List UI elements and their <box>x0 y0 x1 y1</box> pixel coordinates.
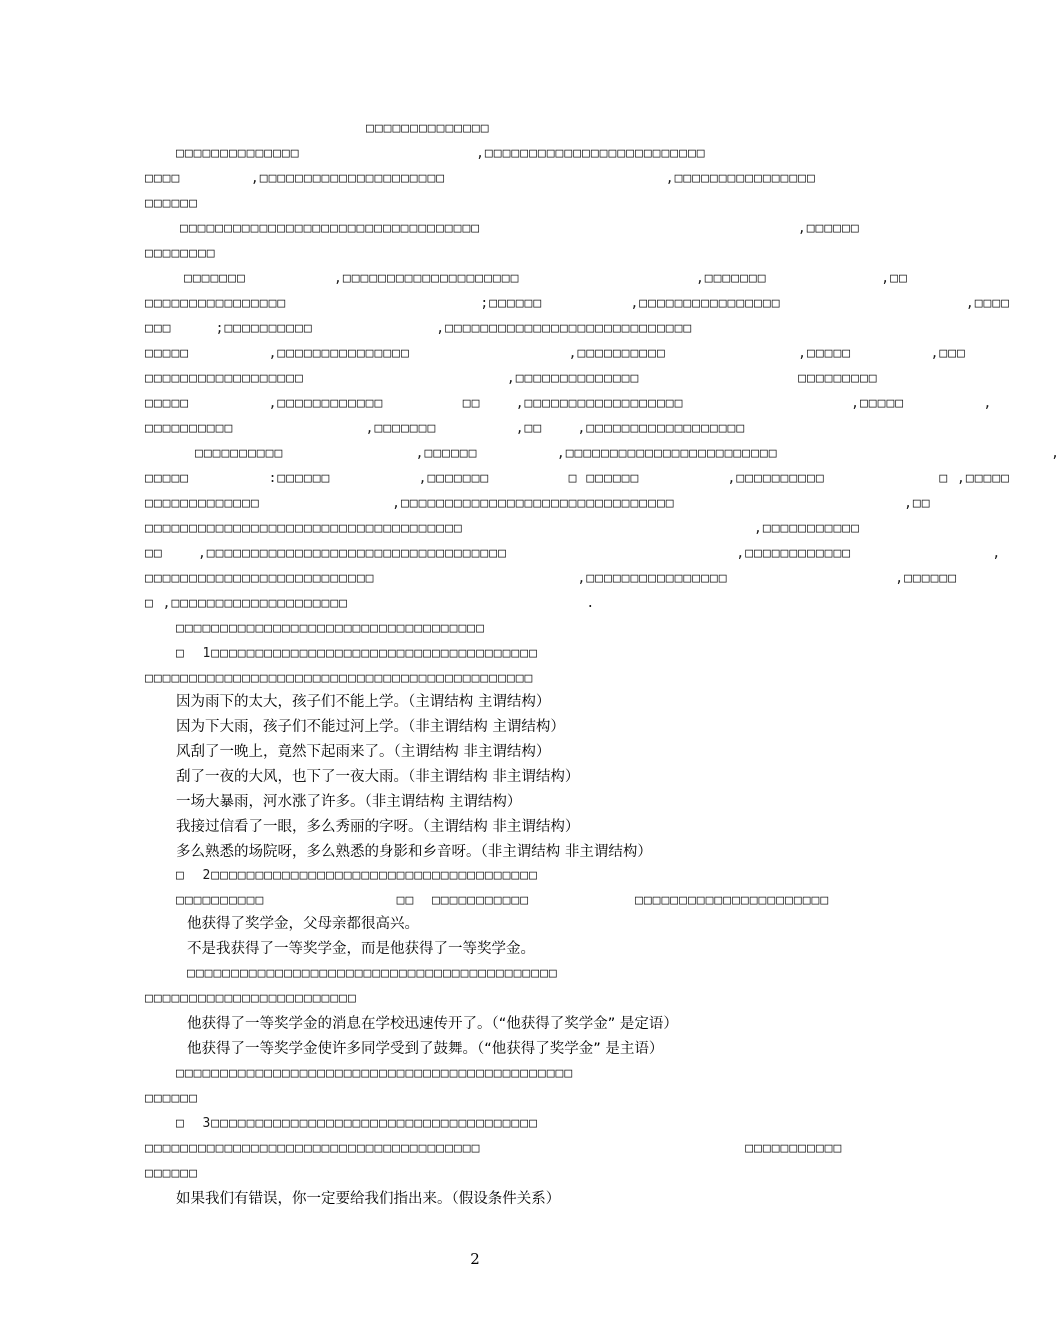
text-line: □□□ ;□□□□□□□□□□ ,□□□□□□□□□□□□□□□□□□□□□□□□□□□□ <box>145 321 693 336</box>
text-line: □□□□□□□□□□□□□□□□□□□□□□□□□□□□□□□□□□□□□□□□□□□□□ <box>176 1066 574 1081</box>
text-line: □□□□□ :□□□□□□ ,□□□□□□□ □ □□□□□□ ,□□□□□□□□□□ □ ,□□□□□ <box>145 471 1011 486</box>
text-line: □□□□□□□□□□□□□□□□□□□□□□□□□□□□□□□□□□ ,□□□□□□ <box>180 221 860 236</box>
text-line: □□□□□□□□□□ ,□□□□□□ ,□□□□□□□□□□□□□□□□□□□□□□□□ , <box>195 446 1060 461</box>
example-sentence: 因为下大雨，孩子们不能过河上学。（非主谓结构 主谓结构） <box>176 719 565 735</box>
text-line: □□□□□□ <box>145 1166 198 1181</box>
text-line: □□□□□□□□□□□□□□□□□□□□□□□□□□□□□□□□□□□□□□ □□□□□□□□□□□ <box>145 1141 843 1156</box>
example-sentence: 刮了一夜的大风，也下了一夜大雨。（非主谓结构 非主谓结构） <box>176 769 580 785</box>
example-sentence: 他获得了一等奖学金的消息在学校迅速传开了。（“他获得了奖学金” 是定语） <box>187 1016 678 1032</box>
example-sentence: 一场大暴雨，河水涨了许多。（非主谓结构 主谓结构） <box>176 794 522 810</box>
text-line: □ ,□□□□□□□□□□□□□□□□□□□□ . <box>145 596 596 611</box>
text-line: □□□□□□□□□□□□□□□□□□□□□□□□□□□□□□□□□□□ <box>176 621 485 636</box>
text-line: □□□□□□□□□□□□□□□□□□ ,□□□□□□□□□□□□□□ □□□□□□□□□ <box>145 371 878 386</box>
text-line: □ 3□□□□□□□□□□□□□□□□□□□□□□□□□□□□□□□□□□□□□ <box>176 1116 538 1131</box>
example-sentence: 他获得了奖学金，父母亲都很高兴。 <box>187 916 419 932</box>
example-sentence: 我接过信看了一眼，多么秀丽的字呀。（主谓结构 非主谓结构） <box>176 819 580 835</box>
example-sentence: 他获得了一等奖学金使许多同学受到了鼓舞。（“他获得了奖学金” 是主语） <box>187 1041 664 1057</box>
text-line: □□□□□□□□□□ □□ □□□□□□□□□□□ □□□□□□□□□□□□□□□□□□□□□□ <box>176 893 830 908</box>
text-line: □□□□□□ <box>145 1091 198 1106</box>
text-line: □□□□□□□□□□□□□□□□□□□□□□□□□□□□□□□□□□□□ ,□□□□□□□□□□□ <box>145 521 860 536</box>
text-line: □□□□□□□□□□□□□□□□□□□□□□□□□□ ,□□□□□□□□□□□□□□□□ ,□□□□□□ <box>145 571 958 586</box>
text-line: □□□□□□ <box>145 196 198 211</box>
text-line: □ 2□□□□□□□□□□□□□□□□□□□□□□□□□□□□□□□□□□□□□ <box>176 868 538 883</box>
text-line: □□□□□□□□□□□□□ ,□□□□□□□□□□□□□□□□□□□□□□□□□□□□□□□ ,□□ <box>145 496 931 511</box>
example-sentence: 不是我获得了一等奖学金，而是他获得了一等奖学金。 <box>187 941 535 957</box>
text-line: □□□□□□□ ,□□□□□□□□□□□□□□□□□□□□ ,□□□□□□□ ,□□ <box>184 271 908 286</box>
example-sentence: 多么熟悉的场院呀，多么熟悉的身影和乡音呀。（非主谓结构 非主谓结构） <box>176 844 652 860</box>
section-title: □□□□□□□□□□□□□□ <box>366 121 490 136</box>
example-sentence: 因为雨下的太大，孩子们不能上学。（主谓结构 主谓结构） <box>176 694 551 710</box>
example-sentence: 风刮了一晚上，竟然下起雨来了。（主谓结构 非主谓结构） <box>176 744 551 760</box>
text-line: □□□□□□□□□□□□□□□□□□□□□□□□ <box>145 991 357 1006</box>
text-line: □□□□ ,□□□□□□□□□□□□□□□□□□□□□ ,□□□□□□□□□□□□□□□□ <box>145 171 816 186</box>
text-line: □□□□□□□□ <box>145 246 216 261</box>
text-line: □□□□□□□□□□□□□□□□□□□□□□□□□□□□□□□□□□□□□□□□□□□□ <box>145 671 534 686</box>
text-line: □□□□□□□□□□□□□□□□□□□□□□□□□□□□□□□□□□□□□□□□□□ <box>187 966 558 981</box>
page-number: 2 <box>470 1250 480 1268</box>
text-line: □□□□□□□□□□□□□□□□ ;□□□□□□ ,□□□□□□□□□□□□□□□□ ,□□□□ <box>145 296 1011 311</box>
example-sentence: 如果我们有错误，你一定要给我们指出来。（假设条件关系） <box>176 1191 561 1207</box>
text-line: □□□□□□□□□□□□□□ ,□□□□□□□□□□□□□□□□□□□□□□□□□ <box>176 146 706 161</box>
text-line: □□□□□ ,□□□□□□□□□□□□□□□ ,□□□□□□□□□□ ,□□□□□ ,□□□ <box>145 346 966 361</box>
text-line: □□□□□□□□□□ ,□□□□□□□ ,□□ ,□□□□□□□□□□□□□□□□□□ <box>145 421 746 436</box>
text-line: □□ ,□□□□□□□□□□□□□□□□□□□□□□□□□□□□□□□□□□ ,□□□□□□□□□□□□ , <box>145 546 1002 561</box>
text-line: □□□□□ ,□□□□□□□□□□□□ □□ ,□□□□□□□□□□□□□□□□□□ ,□□□□□ , <box>145 396 993 411</box>
text-line: □ 1□□□□□□□□□□□□□□□□□□□□□□□□□□□□□□□□□□□□□ <box>176 646 538 661</box>
